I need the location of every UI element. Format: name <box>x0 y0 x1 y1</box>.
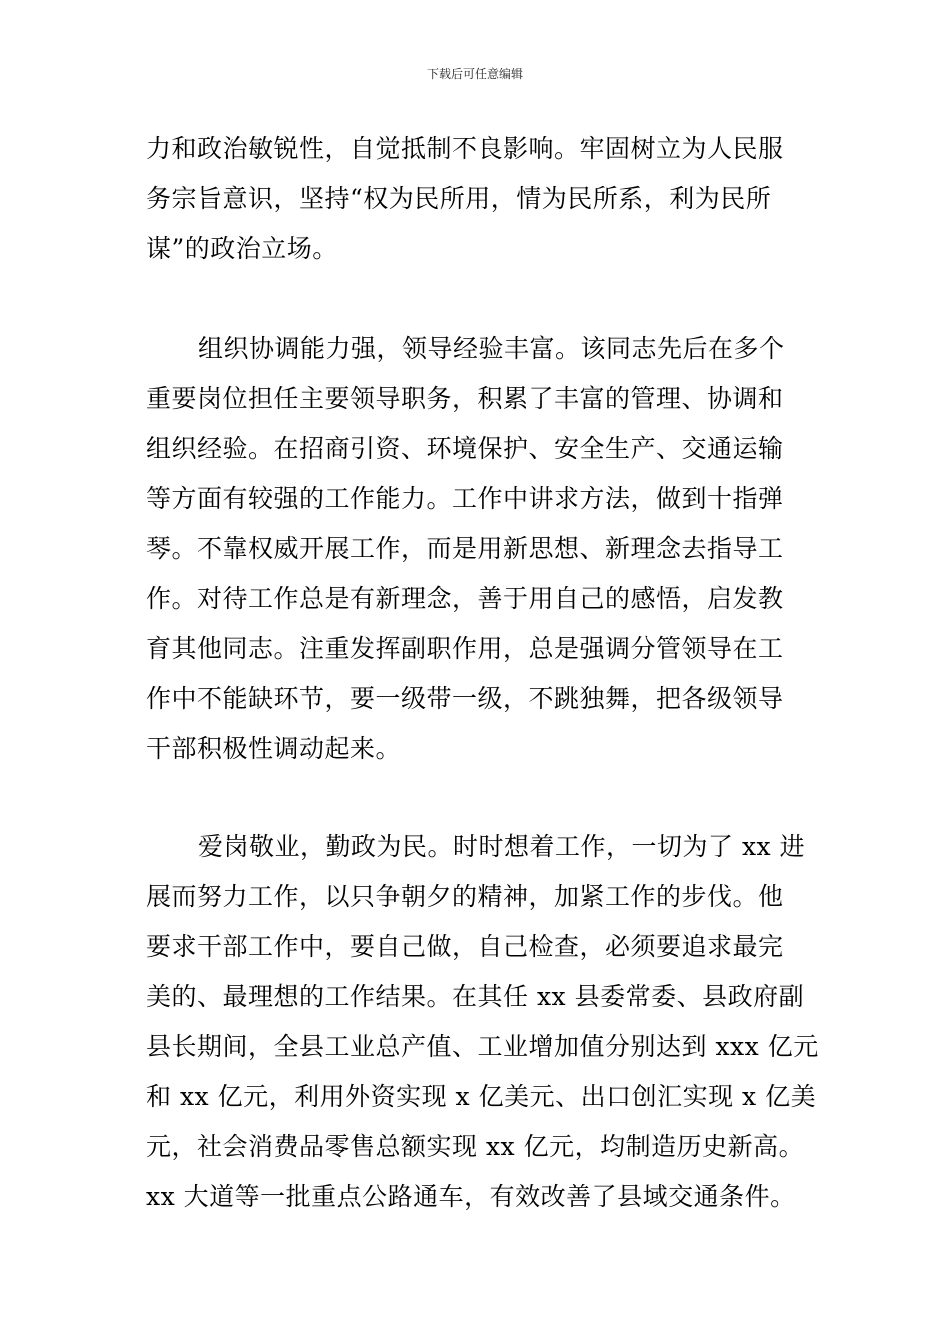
text-line: 组织协调能力强，领导经验丰富。该同志先后在多个 <box>198 334 785 363</box>
text-line: 元，社会消费品零售总额实现 xx 亿元，均制造历史新高。 <box>146 1132 805 1161</box>
text-line: 琴。不靠权威开展工作，而是用新思想、新理念去指导工 <box>146 534 784 563</box>
text-line: 等方面有较强的工作能力。工作中讲求方法，做到十指弹 <box>146 484 784 513</box>
text-line: 爱岗敬业，勤政为民。时时想着工作，一切为了 xx 进 <box>198 832 806 861</box>
text-line: 谋”的政治立场。 <box>146 234 338 263</box>
text-line: 作中不能缺环节，要一级带一级，不跳独舞，把各级领导 <box>146 684 784 713</box>
text-line: 育其他同志。注重发挥副职作用，总是强调分管领导在工 <box>146 634 784 663</box>
text-line: 县长期间，全县工业总产值、工业增加值分别达到 xxx 亿元 <box>146 1032 819 1061</box>
text-line: 作。对待工作总是有新理念，善于用自己的感悟，启发教 <box>146 584 784 613</box>
paragraph-2 <box>146 324 836 774</box>
text-line: 美的、最理想的工作结果。在其任 xx 县委常委、县政府副 <box>146 982 805 1011</box>
text-line: 重要岗位担任主要领导职务，积累了丰富的管理、协调和 <box>146 384 784 413</box>
text-line: 要求干部工作中，要自己做，自己检查，必须要追求最完 <box>146 932 784 961</box>
text-line: 展而努力工作，以只争朝夕的精神，加紧工作的步伐。他 <box>146 882 784 911</box>
page-header: 下载后可任意编辑 <box>426 67 523 81</box>
paragraph-3 <box>146 822 836 1222</box>
text-line: 力和政治敏锐性，自觉抵制不良影响。牢固树立为人民服 <box>146 134 784 163</box>
text-line: 和 xx 亿元，利用外资实现 x 亿美元、出口创汇实现 x 亿美 <box>146 1082 817 1111</box>
text-line: 干部积极性调动起来。 <box>146 734 402 763</box>
text-line: 组织经验。在招商引资、环境保护、安全生产、交通运输 <box>146 434 784 463</box>
text-line: xx 大道等一批重点公路通车，有效改善了县域交通条件。 <box>146 1182 796 1211</box>
text-line: 务宗旨意识，坚持“权为民所用，情为民所系，利为民所 <box>146 184 772 213</box>
paragraph-1 <box>146 124 836 274</box>
